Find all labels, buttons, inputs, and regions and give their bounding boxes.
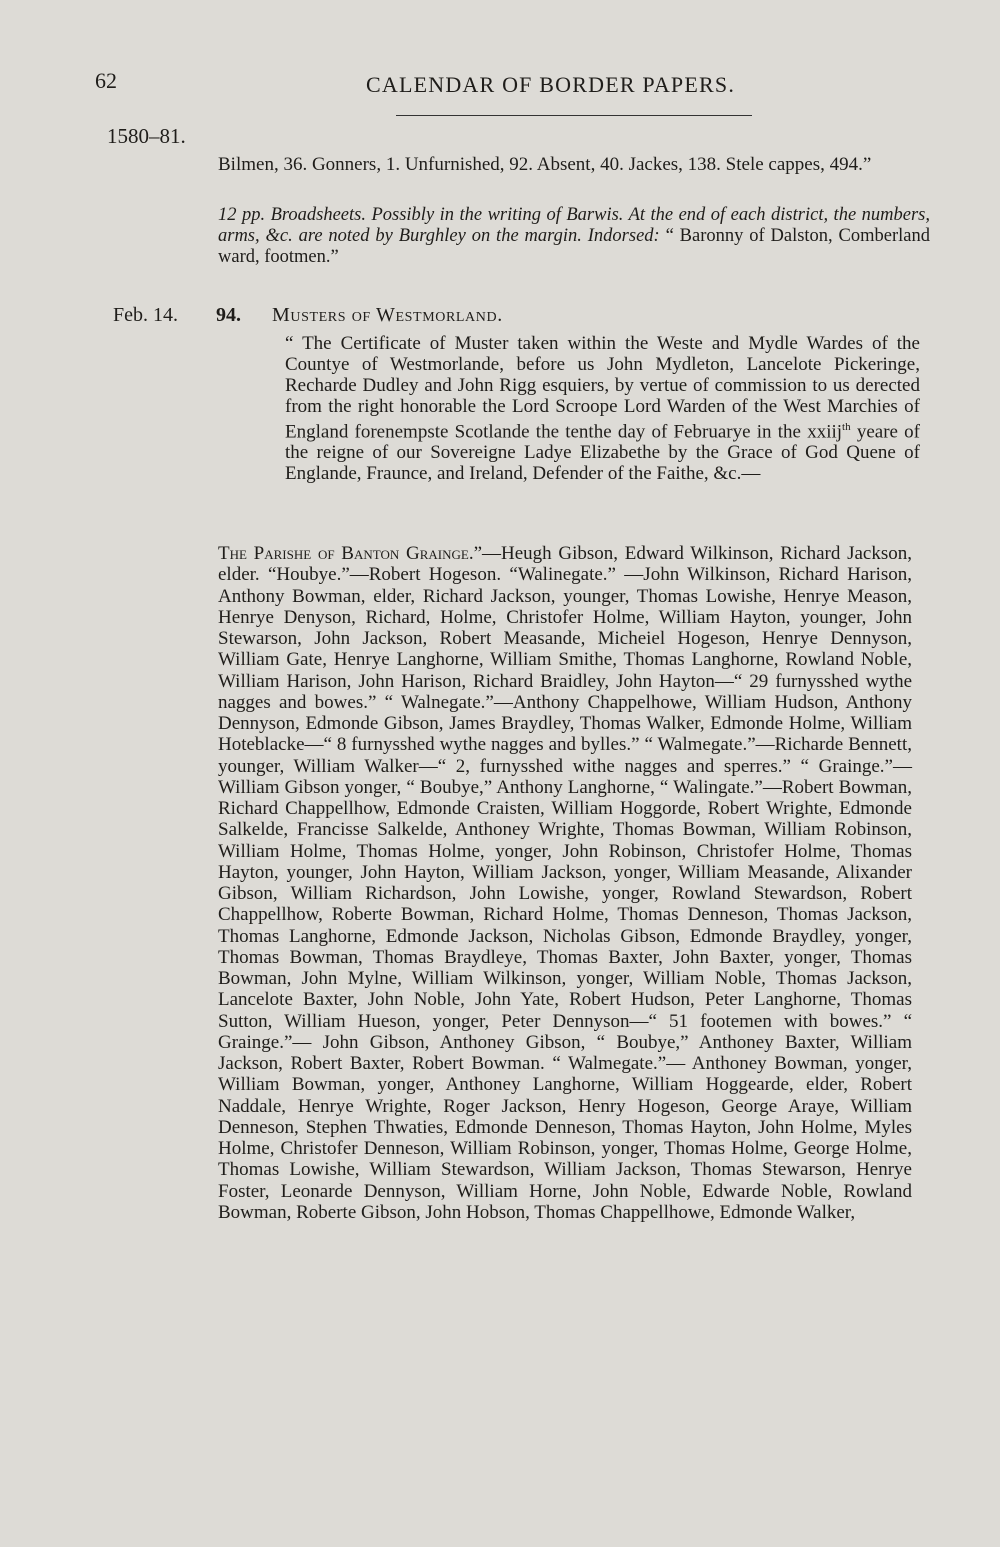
entry-number: 94. — [216, 304, 241, 326]
certificate-text: “ The Certificate of Muster taken within the Weste and Mydle Wardes of the Countye of Westmorlande, before us John Mydleton, Lancelote Pickeringe, Recharde Dudley and John Rigg esquiers, by vertue of commission to us derected from the right honorable the Lord Scroope Lord Warden of the West Marchies of England forenempste Scotlande the tenthe day of Februarye in the xxiij — [285, 333, 920, 443]
running-title: CALENDAR OF BORDER PAPERS. — [366, 72, 736, 97]
margin-year: 1580–81. — [107, 124, 186, 148]
parish-paragraph — [218, 543, 912, 1223]
entry-93-note — [218, 205, 930, 268]
certificate-superscript: th — [842, 421, 851, 433]
entry-heading: Musters of Westmorland. — [272, 304, 503, 326]
page-number: 62 — [95, 68, 117, 93]
entry-93-tally: Bilmen, 36. Gonners, 1. Unfurnished, 92. Absent, 40. Jackes, 138. Stele cappes, 494.” — [218, 154, 872, 175]
entry-93-note-endorsement: “ Baronny of Dalston, Comberland ward, footmen.” — [218, 226, 930, 267]
parish-body: ”—Heugh Gibson, Edward Wilkinson, Richard Jackson, elder. “Houbye.”—Robert Hogeson. “Walinegate.” —John Wilkinson, Richard Harison, Anthony Bowman, elder, Richard Jackson, younger, Thomas Lowishe, Henrye Meason, Henrye Denyson, Richard, Holme, Christofer Holme, William Hayton, younger, John Stewarson, John Jackson, Robert Measande, Micheiel Hogeson, Henrye Dennyson, William Gate, Henrye Langhorne, William Smithe, Thomas Langhorne, Rowland Noble, William Harison, John Harison, Richard Braidley, John Hayton—“ 29 furnysshed wythe nagges and bowes.” “ Walnegate.”—Anthony Chappelhowe, William Hudson, Anthony Dennyson, Edmonde Gibson, James Braydley, Thomas Walker, Edmonde Holme, William Hoteblacke—“ 8 furnysshed wythe nagges and bylles.” “ Walmegate.”—Richarde Bennett, younger, William Walker—“ 2, furnysshed withe nagges and sperres.” “ Grainge.”—William Gibson yonger, “ Boubye,” Anthony Langhorne, “ Walingate.”—Robert Bowman, Richard Chappellhow, Edmonde Craisten, William Hoggorde, Robert Wrighte, Edmonde Salkelde, Francisse Salkelde, Anthoney Wrighte, Thomas Bowman, William Robinson, William Holme, Thomas Holme, yonger, John Robinson, Christofer Holme, Thomas Hayton, younger, John Hayton, William Jackson, yonger, William Measande, Alixander Gibson, William Richardson, John Lowishe, yonger, Rowland Stewardson, Robert Chappellhow, Roberte Bowman, Richard Holme, Thomas Denneson, Thomas Jackson, Thomas Langhorne, Edmonde Jackson, Nicholas Gibson, Edmonde Braydley, yonger, Thomas Bowman, Thomas Braydleye, Thomas Baxter, John Baxter, yonger, Thomas Bowman, John Mylne, William Wilkinson, yonger, William Noble, Thomas Jackson, Lancelote Baxter, John Noble, John Yate, Robert Hudson, Peter Langhorne, Thomas Sutton, William Hueson, yonger, Peter Dennyson—“ 51 footemen with bowes.” “ Grainge.”— John Gibson, Anthoney Gibson, “ Boubye,” Anthoney Baxter, William Jackson, Robert Baxter, Robert Bowman. “ Walmegate.”— Anthoney Bowman, yonger, William Bowman, yonger, Anthoney Langhorne, William Hoggearde, elder, Robert Naddale, Henrye Wrighte, Roger Jackson, Henry Hogeson, George Araye, William Denneson, Stephen Thwaties, Edmonde Denneson, Thomas Hayton, John Holme, Myles Holme, Christofer Denneson, William Robinson, yonger, Thomas Holme, George Holme, Thomas Lowishe, William Stewardson, William Jackson, Thomas Stewarson, Henrye Foster, Leonarde Dennyson, William Horne, John Noble, Edwarde Noble, Rowland Bowman, Roberte Gibson, John Hobson, Thomas Chappellhowe, Edmonde Walker, — [218, 543, 912, 1223]
certificate-text-end: yeare of the reigne of our Sovereigne Ladye Elizabethe by the Grace of God Quene of Englande, Fraunce, and Ireland, Defender of the Faithe, &c.— — [285, 421, 920, 485]
certificate-paragraph — [285, 333, 920, 484]
entry-93-note-italic: 12 pp. Broadsheets. Possibly in the writing of Barwis. At the end of each district, the numbers, arms, &c. are noted by Burghley on the margin. Indorsed: — [218, 205, 930, 246]
header-rule — [396, 115, 752, 116]
parish-lead: The Parishe of Banton Grainge. — [218, 543, 474, 564]
margin-date: Feb. 14. — [113, 304, 178, 326]
